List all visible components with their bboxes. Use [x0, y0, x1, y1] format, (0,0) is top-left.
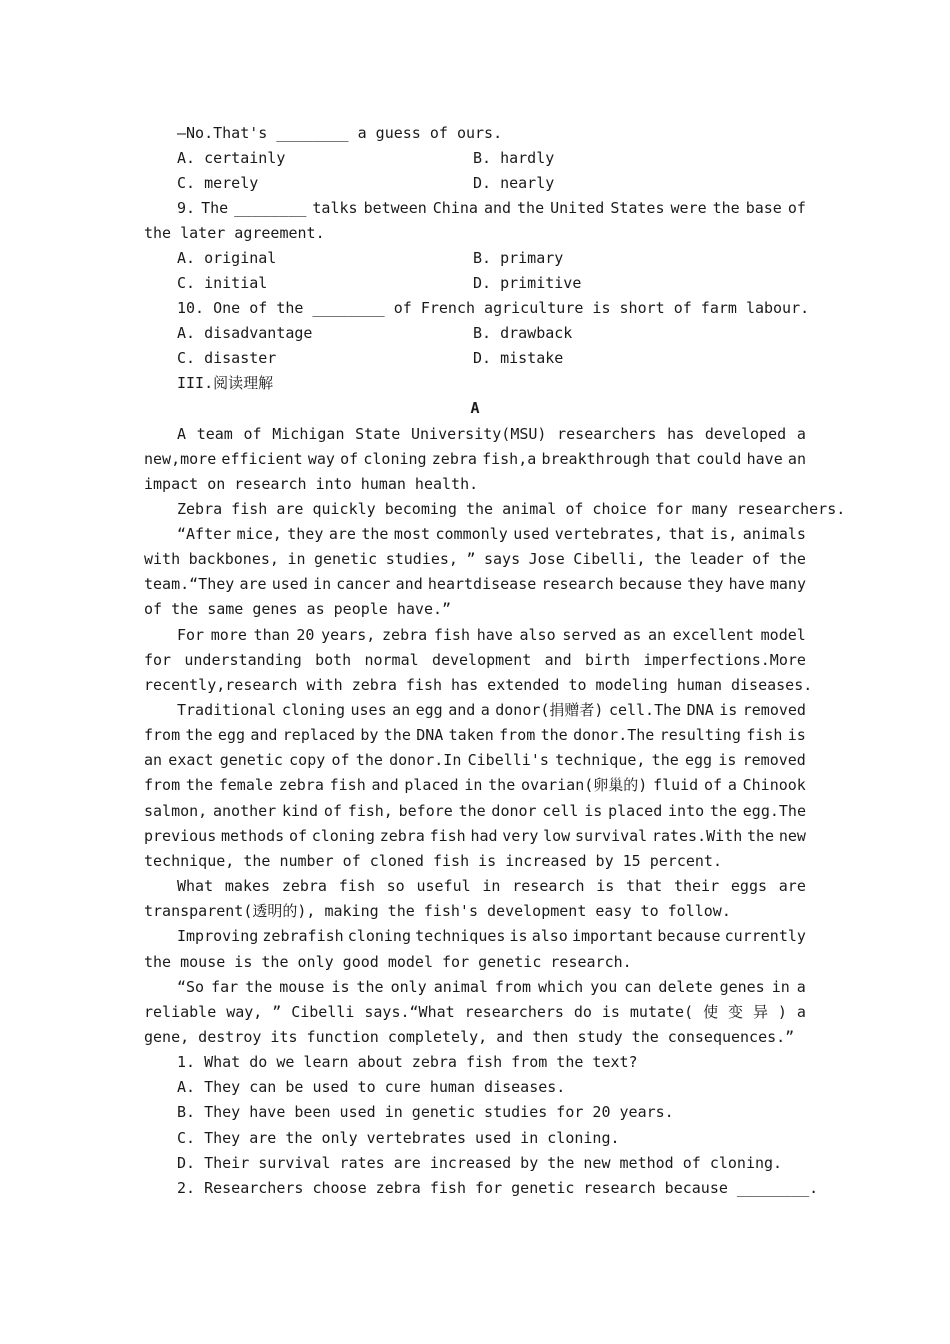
q9-option-a: A. original [177, 249, 277, 267]
question-1-option-a: A. They can be used to cure human diseases. [177, 1078, 566, 1096]
word: researchers [557, 425, 657, 443]
word: Cibelli, [573, 550, 646, 568]
word: are [239, 575, 267, 593]
para8-line-3: gene, destroy its function completely, and then study the consequences.” [144, 1028, 795, 1046]
para5-line-4 [144, 775, 806, 795]
para3-line-2 [144, 549, 806, 569]
word: the [361, 525, 389, 543]
word: developed [704, 425, 787, 443]
word: the [356, 978, 384, 996]
word: of [752, 550, 771, 568]
word: fish [329, 776, 366, 794]
word: new [778, 827, 806, 845]
word: and [448, 701, 476, 719]
q9-option-c: C. initial [177, 274, 268, 292]
word: techniques [415, 927, 506, 945]
word: currently [724, 927, 806, 945]
q9-option-b: B. primary [473, 249, 564, 267]
word: cell [542, 802, 579, 820]
word: mice, [236, 525, 282, 543]
word: research [541, 575, 614, 593]
word: makes [224, 877, 271, 895]
word: Traditional [177, 701, 277, 719]
word: from [144, 776, 181, 794]
q8-option-c: C. merely [177, 174, 259, 192]
word: previous [144, 827, 217, 845]
word: the [488, 776, 516, 794]
word: commonly [435, 525, 508, 543]
word: a [480, 701, 490, 719]
word: an [392, 701, 411, 719]
word: fish [338, 877, 375, 895]
word: “So [177, 978, 205, 996]
word: an [144, 751, 163, 769]
word: the [245, 978, 273, 996]
line-answer-dialogue: —No.That's ________ a guess of ours. [177, 124, 503, 142]
word: says [484, 550, 521, 568]
word: very [502, 827, 539, 845]
word: for [144, 651, 172, 669]
word: cloning [311, 827, 375, 845]
word: vertebrates, [554, 525, 664, 543]
word: zebra [278, 776, 324, 794]
word: and [395, 575, 423, 593]
question-1-stem: 1. What do we learn about zebra fish from the text? [177, 1053, 638, 1071]
word: DNA [686, 701, 714, 719]
word: State [355, 425, 401, 443]
word: of [703, 776, 723, 794]
word: the [383, 726, 411, 744]
word: 9. [177, 199, 196, 217]
q8-option-b: B. hardly [473, 149, 555, 167]
word: researchers [464, 1003, 564, 1021]
para4-line-2 [144, 650, 806, 670]
word: most [393, 525, 431, 543]
word: the [540, 726, 568, 744]
word: is [331, 978, 350, 996]
word: had [470, 827, 498, 845]
word: used [513, 525, 550, 543]
word: another [212, 802, 277, 820]
word: more [210, 626, 247, 644]
word: For [177, 626, 205, 644]
word: egg [415, 701, 443, 719]
para8-line-2 [144, 1002, 806, 1022]
word: only [390, 978, 427, 996]
para3-line-3 [144, 574, 806, 594]
word: Cibelli [291, 1003, 355, 1021]
word: mutate( [629, 1003, 694, 1021]
word: can [624, 978, 652, 996]
word: in [464, 776, 483, 794]
word: animals [742, 525, 806, 543]
word: normal [364, 651, 419, 669]
para5-line-7: technique, the number of cloned fish is increased by 15 percent. [144, 852, 722, 870]
word: the [778, 550, 806, 568]
word: which [538, 978, 584, 996]
word: uses [350, 701, 387, 719]
word: exact [168, 751, 214, 769]
question-1-option-d: D. Their survival rates are increased by the new method of cloning. [177, 1154, 783, 1172]
word: mouse [279, 978, 325, 996]
para5-line-5 [144, 801, 806, 821]
word: model [760, 626, 806, 644]
word: in [287, 550, 306, 568]
word: the [185, 726, 213, 744]
word: fish,a [482, 450, 537, 468]
word: the [654, 550, 682, 568]
word: leader [689, 550, 744, 568]
word: China [432, 199, 478, 217]
word: is, [710, 525, 738, 543]
word: of [288, 827, 307, 845]
word: survival [574, 827, 648, 845]
word: egg [217, 726, 245, 744]
q10-stem: 10. One of the ________ of French agriculture is short of farm labour. [177, 299, 810, 317]
word: donor [491, 802, 537, 820]
word: delete [658, 978, 713, 996]
q10-option-d: D. mistake [473, 349, 564, 367]
word: fluid [653, 776, 699, 794]
word: way [307, 450, 335, 468]
passage-title: A [470, 399, 480, 417]
word: 使 [703, 1003, 719, 1021]
word: placed [404, 776, 459, 794]
word: base [745, 199, 782, 217]
section-heading-reading: III.阅读理解 [177, 374, 274, 392]
word: taken [448, 726, 494, 744]
word: 异 [752, 1003, 768, 1021]
word: team.“They [144, 575, 235, 593]
word: says.“What [364, 1003, 455, 1021]
word: that [655, 450, 692, 468]
word: a [796, 1003, 806, 1021]
word: Michigan [272, 425, 345, 443]
word: an [647, 626, 666, 644]
word: years, [321, 626, 376, 644]
word: between [363, 199, 427, 217]
word: of [323, 802, 342, 820]
para5-line-6 [144, 826, 806, 846]
q10-option-c: C. disaster [177, 349, 277, 367]
word: ovarian(卵巢的) [521, 776, 648, 794]
word: zebra [382, 626, 428, 644]
word: from [144, 726, 181, 744]
para6-line-2: transparent(透明的), making the fish's development easy to follow. [144, 902, 731, 920]
word: the [712, 199, 740, 217]
word: far [211, 978, 239, 996]
para2-line-1: Zebra fish are quickly becoming the animal of choice for many researchers. [177, 500, 846, 518]
word: eggs [730, 877, 768, 895]
word: fish [746, 726, 783, 744]
word: is [601, 1003, 620, 1021]
word: a [796, 978, 806, 996]
para6-line-1 [177, 876, 806, 896]
word: both [315, 651, 352, 669]
word: team [196, 425, 233, 443]
word: ” [466, 550, 476, 568]
para4-line-3: recently,research with zebra fish has extended to modeling human diseases. [144, 676, 813, 694]
word: way, [226, 1003, 263, 1021]
para3-line-1 [177, 524, 806, 544]
word: kind [281, 802, 319, 820]
word: rates.With [651, 827, 743, 845]
word: an [787, 450, 806, 468]
word: by [360, 726, 379, 744]
word: their [673, 877, 720, 895]
para1-line-3: impact on research into human health. [144, 475, 479, 493]
para3-line-4: of the same genes as people have.” [144, 600, 452, 618]
para4-line-1 [177, 625, 806, 645]
word: Cibelli's [467, 751, 549, 769]
word: zebra [431, 450, 477, 468]
word: copy [289, 751, 326, 769]
word: The [201, 199, 229, 217]
word: were [670, 199, 707, 217]
word: egg.The [742, 802, 806, 820]
word: donor.In [389, 751, 462, 769]
word: replaced [282, 726, 356, 744]
word: genetic [219, 751, 283, 769]
word: have [746, 450, 783, 468]
word: backbones, [188, 550, 279, 568]
word: placed [608, 802, 663, 820]
word: is [584, 802, 603, 820]
word: have [728, 575, 765, 593]
word: the [517, 199, 545, 217]
word: the [458, 802, 486, 820]
word: the [185, 776, 213, 794]
word: they [287, 525, 324, 543]
word: Jose [528, 550, 565, 568]
word: Chinook [742, 776, 806, 794]
word: before [398, 802, 453, 820]
word: that [668, 525, 705, 543]
q8-option-a: A. certainly [177, 149, 286, 167]
word: genes [719, 978, 765, 996]
word: donor.The [573, 726, 655, 744]
word: breakthrough [541, 450, 650, 468]
word: because [618, 575, 683, 593]
q8-option-d: D. nearly [473, 174, 555, 192]
question-1-option-b: B. They have been used in genetic studies for 20 years. [177, 1103, 674, 1121]
q10-option-b: B. drawback [473, 324, 573, 342]
word: zebra [281, 877, 327, 895]
word: into [668, 802, 705, 820]
word: efficient [221, 450, 303, 468]
word: the [709, 802, 737, 820]
word: 20 [296, 626, 315, 644]
word: studies, [385, 550, 458, 568]
word: also [531, 927, 568, 945]
word: they [687, 575, 724, 593]
para1-line-1 [177, 424, 806, 444]
word: ) [777, 1003, 787, 1021]
para1-line-2 [144, 449, 806, 469]
word: donor(捐赠者) [495, 701, 604, 719]
word: and [250, 726, 278, 744]
word: because [657, 927, 721, 945]
word: so [386, 877, 405, 895]
para7-line-2: the mouse is the only good model for genetic research. [144, 953, 632, 971]
word: imperfections.More [643, 651, 806, 669]
word: the [355, 751, 383, 769]
word: served [562, 626, 617, 644]
word: genetic [314, 550, 378, 568]
q9-option-d: D. primitive [473, 274, 582, 292]
word: talks [312, 199, 358, 217]
word: methods [220, 827, 285, 845]
question-2-stem: 2. Researchers choose zebra fish for genetic research because ________. [177, 1179, 819, 1197]
word: zebrafish [262, 927, 344, 945]
question-1-option-c: C. They are the only vertebrates used in cloning. [177, 1129, 620, 1147]
word: development [431, 651, 532, 669]
word: have [476, 626, 513, 644]
word: cell.The [608, 701, 682, 719]
word: ________ [234, 199, 307, 217]
word: new,more [144, 450, 217, 468]
word: 变 [728, 1003, 744, 1021]
word: excellent [672, 626, 754, 644]
word: cloning [347, 927, 411, 945]
word: you [590, 978, 618, 996]
word: of [787, 199, 806, 217]
word: technique, [555, 751, 646, 769]
para8-line-1 [177, 977, 806, 997]
word: fish [433, 626, 470, 644]
word: from [499, 726, 536, 744]
word: of [331, 751, 350, 769]
word: with [144, 550, 181, 568]
word: birth [584, 651, 631, 669]
word: Improving [177, 927, 259, 945]
word: heartdisease [427, 575, 537, 593]
para5-line-2 [144, 725, 806, 745]
q9-line-1 [177, 198, 806, 218]
word: cancer [336, 575, 391, 593]
word: in [771, 978, 790, 996]
word: University(MSU) [410, 425, 547, 443]
word: also [519, 626, 556, 644]
word: female [218, 776, 273, 794]
word: in [313, 575, 332, 593]
word: and [483, 199, 512, 217]
word: and [371, 776, 399, 794]
word: zebra [379, 827, 425, 845]
q10-option-a: A. disadvantage [177, 324, 313, 342]
word: the [651, 751, 679, 769]
word: removed [742, 701, 806, 719]
word: fish [429, 827, 466, 845]
para5-line-3 [144, 750, 806, 770]
word: from [494, 978, 532, 996]
word: egg [685, 751, 713, 769]
word: animal [433, 978, 488, 996]
word: are [778, 877, 806, 895]
word: the [746, 827, 775, 845]
word: resulting [659, 726, 741, 744]
word: has [667, 425, 695, 443]
word: A [177, 425, 187, 443]
word: do [573, 1003, 592, 1021]
word: could [696, 450, 742, 468]
q9-line-2: the later agreement. [144, 224, 325, 242]
word: cloning [281, 701, 346, 719]
word: is [509, 927, 528, 945]
word: What [177, 877, 214, 895]
word: “After [177, 525, 232, 543]
word: as [623, 626, 642, 644]
word: is [718, 751, 737, 769]
word: is [596, 877, 615, 895]
word: salmon, [144, 802, 208, 820]
word: reliable [144, 1003, 217, 1021]
word: are [328, 525, 356, 543]
word: is [719, 701, 738, 719]
word: useful [416, 877, 471, 895]
word: used [271, 575, 308, 593]
word: United [550, 199, 605, 217]
word: important [571, 927, 654, 945]
word: ” [272, 1003, 282, 1021]
word: many [769, 575, 806, 593]
word: that [626, 877, 663, 895]
para7-line-1 [177, 926, 806, 946]
word: is [787, 726, 806, 744]
word: of [243, 425, 262, 443]
word: of [340, 450, 359, 468]
word: cloning [363, 450, 427, 468]
word: understanding [184, 651, 302, 669]
word: in [482, 877, 501, 895]
word: DNA [416, 726, 444, 744]
word: States [610, 199, 665, 217]
word: a [796, 425, 806, 443]
word: fish, [347, 802, 393, 820]
word: than [253, 626, 290, 644]
word: removed [742, 751, 806, 769]
word: a [727, 776, 737, 794]
word: and [544, 651, 572, 669]
word: research [512, 877, 585, 895]
word: low [543, 827, 571, 845]
para5-line-1 [177, 700, 806, 720]
